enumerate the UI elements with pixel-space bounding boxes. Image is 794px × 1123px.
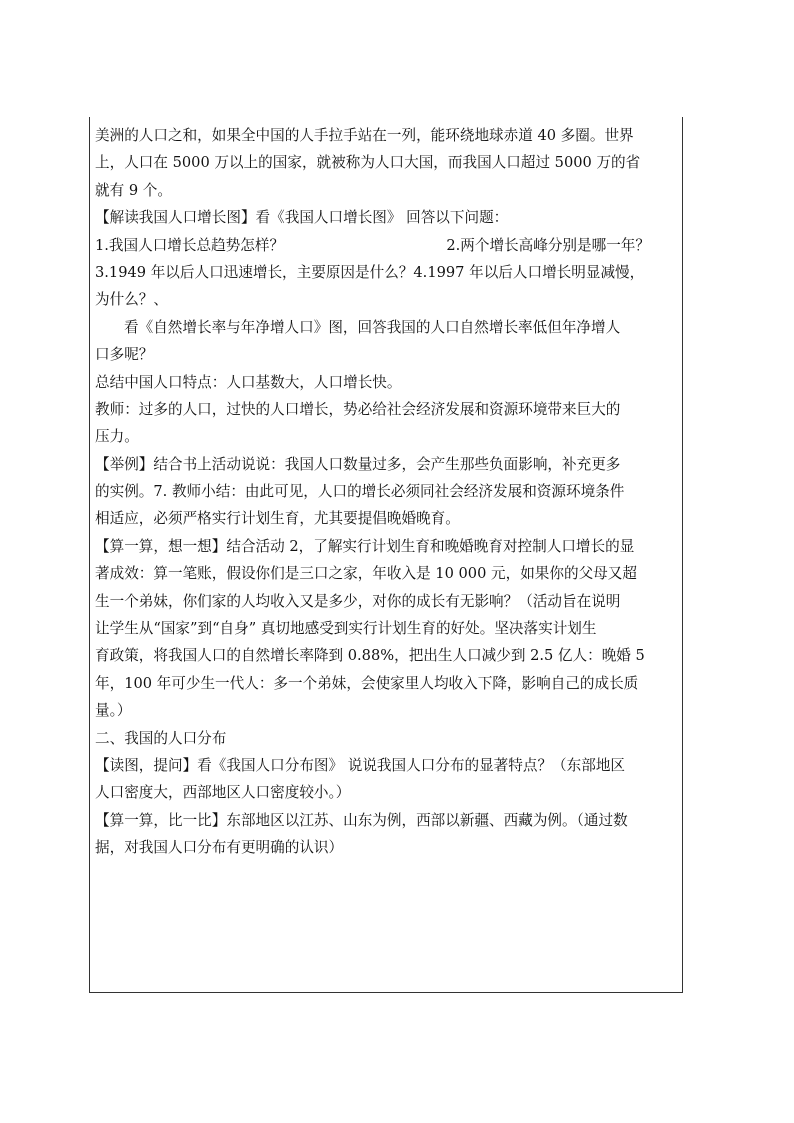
text-line: 教师：过多的人口，过快的人口增长，势必给社会经济发展和资源环境带来巨大的 (95, 400, 621, 418)
text-line: 压力。 (95, 428, 139, 446)
section-calculate-think: 【算一算，想一想】结合活动 2，了解实行计划生育和晚婚晚育对控制人口增长的显 (95, 537, 635, 555)
text-line: 人口密度大，西部地区人口密度较小。） (95, 784, 351, 802)
text-line: 口多呢？ (95, 346, 154, 364)
text-line: 让学生从“国家”到“自身” 真切地感受到实行计划生育的好处。坚决落实计划生 (95, 620, 597, 638)
text-line: 育政策，将我国人口的自然增长率降到 0.88%，把出生人口减少到 2.5 亿人：晚婚 5 (95, 647, 645, 665)
section-calculate-compare: 【算一算，比一比】东部地区以江苏、山东为例，西部以新疆、西藏为例。（通过数 (95, 811, 628, 829)
text-line: 上，人口在 5000 万以上的国家，就被称为人口大国，而我国人口超过 5000 万的省 (95, 154, 641, 172)
text-line: 为什么？、 (95, 291, 168, 309)
text-line: 量。） (95, 702, 132, 720)
question-2: 2.两个增长高峰分别是哪一年？ (446, 236, 650, 254)
question-1: 1.我国人口增长总趋势怎样？ (95, 236, 285, 254)
text-line: 著成效：算一笔账，假设你们是三口之家，年收入是 10 000 元，如果你的父母又超 (95, 565, 637, 583)
text-line: 生一个弟妹，你们家的人均收入又是多少，对你的成长有无影响？（活动旨在说明 (95, 592, 621, 610)
text-line: 的实例。7. 教师小结：由此可见，人口的增长必须同社会经济发展和资源环境条件 (95, 483, 625, 501)
lesson-content (95, 122, 680, 862)
text-line: 美洲的人口之和，如果全中国的人手拉手站在一列，能环绕地球赤道 40 多圈。世界 (95, 127, 634, 144)
text-line: 年，100 年可少生一代人：多一个弟妹，会使家里人均收入下降，影响自己的成长质 (95, 674, 639, 692)
text-line: 3.1949 年以后人口迅速增长，主要原因是什么？4.1997 年以后人口增长明显减慢， (95, 263, 645, 281)
question-row (95, 232, 680, 259)
section-interpret-growth-chart: 【解读我国人口增长图】看《我国人口增长图》 回答以下问题： (95, 209, 509, 227)
text-line: 就有 9 个。 (95, 181, 172, 199)
section-heading-distribution: 二、我国的人口分布 (95, 729, 227, 747)
section-example: 【举例】结合书上活动说说：我国人口数量过多，会产生那些负面影响，补充更多 (95, 455, 621, 473)
text-line: 据，对我国人口分布有更明确的认识） (95, 839, 344, 857)
section-read-map: 【读图，提问】看《我国人口分布图》 说说我国人口分布的显著特点？（东部地区 (95, 756, 626, 774)
text-line: 看《自然增长率与年净增人口》图，回答我国的人口自然增长率低但年净增人 (124, 318, 621, 336)
summary-line: 总结中国人口特点：人口基数大，人口增长快。 (95, 373, 402, 391)
text-line: 相适应，必须严格实行计划生育，尤其要提倡晚婚晚育。 (95, 510, 460, 528)
